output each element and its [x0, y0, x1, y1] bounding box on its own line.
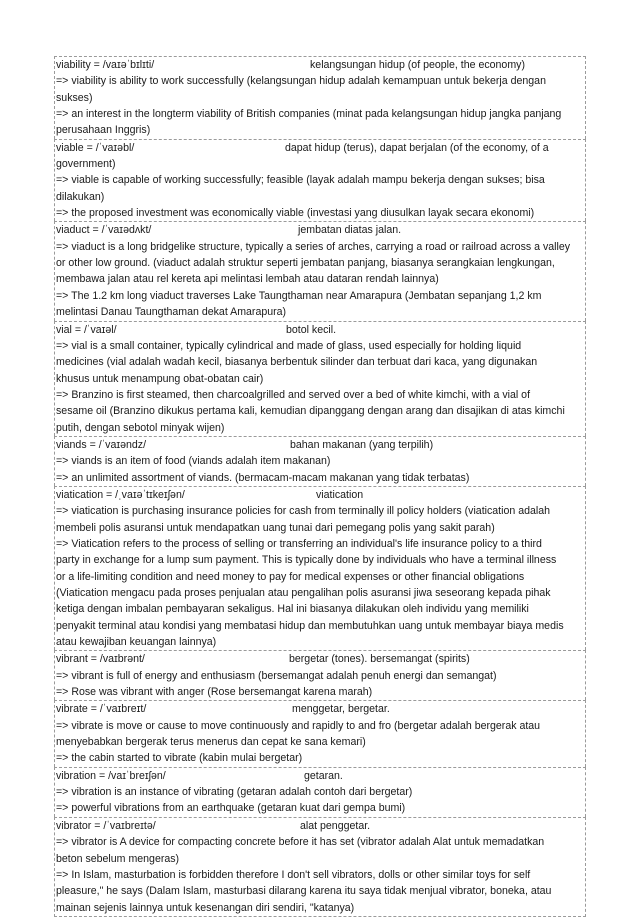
entry-vibrate	[54, 700, 586, 766]
entry-meaning: kelangsungan hidup (of people, the economy)	[310, 59, 525, 71]
entry-line: => viaduct is a long bridgelike structure, typically a series of arches, carrying a road or railroad across a valley	[56, 240, 571, 253]
entry-viatication	[54, 486, 586, 650]
entry-line: => viatication is purchasing insurance policies for cash from terminally ill policy holders (viatication adalah	[56, 505, 551, 518]
entry-vial	[54, 321, 586, 436]
entry-meaning: dapat hidup (terus), dapat berjalan (of the economy, of a	[285, 141, 549, 154]
entry-line: party in exchange for a lump sum payment. This is typically done by individuals who have a terminal illness	[56, 554, 557, 567]
entry-term: viable = /ˈvaɪəbl/	[56, 141, 135, 154]
entry-line: => Rose was vibrant with anger (Rose bersemangat karena marah)	[56, 686, 373, 699]
entry-line: => the cabin started to vibrate (kabin mulai bergetar)	[56, 752, 303, 765]
entry-term: vibration = /vaɪˈbreɪʃən/	[56, 769, 166, 782]
entry-line: => viability is ability to work successfully (kelangsungan hidup adalah kemampuan untuk bekerja dengan	[56, 75, 546, 88]
entry-line: => vibrator is A device for compacting concrete before it has set (vibrator adalah Alat untuk memadatkan	[56, 836, 545, 849]
entry-viaduct	[54, 221, 586, 320]
entry-line: ketiga dengan imbalan pembayaran sekaligus. Hal ini biasanya dilakukan oleh individu yang memiliki	[56, 603, 529, 616]
entry-line: penyakit terminal atau kondisi yang membatasi hidup dan membutuhkan uang untuk membayar biaya medis	[56, 619, 564, 632]
entry-line: or a life-limiting condition and need money to pay for medical expenses or other financial obligations	[56, 570, 525, 583]
entry-header	[55, 768, 585, 784]
entry-line: => powerful vibrations from an earthquake (getaran kuat dari gempa bumi)	[56, 802, 406, 815]
entry-vibration	[54, 767, 586, 817]
entry-line: membawa jalan atau rel kereta api melintasi lembah atau dataran rendah lainnya)	[56, 273, 439, 286]
entry-meaning: getaran.	[304, 769, 343, 782]
entry-vibrant	[54, 650, 586, 700]
entry-line: perusahaan Inggris)	[56, 124, 151, 137]
entry-term: vial = /ˈvaɪəl/	[56, 323, 117, 336]
entry-line: (Viatication mengacu pada proses penjualan atau pengalihan polis asuransi jiwa seseorang kepada pihak	[56, 587, 551, 599]
entry-line: or other low ground. (viaduct adalah struktur seperti jembatan panjang, biasanya serangkaian lengkungan,	[56, 257, 555, 270]
entry-header	[55, 701, 585, 717]
entry-line: => viable is capable of working successfully; feasible (layak adalah mampu bekerja dengan sukses; bisa	[56, 174, 545, 187]
entry-viability	[54, 56, 586, 139]
entry-term: viands = /ˈvaɪəndz/	[56, 438, 147, 451]
entry-meaning: bergetar (tones). bersemangat (spirits)	[289, 653, 470, 666]
entry-line: => vibrant is full of energy and enthusiasm (bersemangat adalah penuh energi dan semangat)	[56, 669, 497, 682]
entry-vibrator	[54, 817, 586, 917]
entry-line: atau kewajiban keuangan lainnya)	[56, 636, 217, 649]
entry-line: khusus untuk menampung obat-obatan cair)	[56, 372, 264, 385]
entry-line: => vial is a small container, typically cylindrical and made of glass, used especially for holding liquid	[56, 339, 522, 352]
entry-header	[55, 437, 585, 453]
entry-term: vibrator = /ˈvaɪbreɪtə/	[56, 819, 156, 832]
entry-term: viatication = /ˌvaɪəˈtɪkeɪʃən/	[56, 488, 185, 501]
entry-line: sukses)	[56, 91, 93, 104]
entry-line: => In Islam, masturbation is forbidden therefore I don't sell vibrators, dolls or other similar toys for self	[56, 868, 531, 881]
entry-header	[55, 322, 585, 338]
entry-meaning: alat penggetar.	[300, 819, 371, 832]
entry-line: sesame oil (Branzino dikukus pertama kali, kemudian dipanggang dengan arang dan disajikan di atas kimchi	[56, 405, 565, 418]
entry-line: => Branzino is first steamed, then charcoalgrilled and served over a bed of white kimchi, with a vial of	[56, 388, 531, 401]
entry-line: => an unlimited assortment of viands. (bermacam-macam makanan yang tidak terbatas)	[56, 471, 470, 484]
entry-line: => viands is an item of food (viands adalah item makanan)	[56, 455, 331, 468]
entry-viands	[54, 436, 586, 486]
entry-header	[55, 222, 585, 238]
entry-header	[55, 818, 585, 834]
entry-line: membeli polis asuransi untuk mendapatkan uang tunai dari pemegang polis yang sakit parah)	[56, 521, 495, 534]
entry-header	[55, 57, 585, 73]
entry-line: => The 1.2 km long viaduct traverses Lake Taungthaman near Amarapura (Jembatan sepanjang 1,2 km	[56, 289, 542, 302]
entry-term: viaduct = /ˈvaɪədʌkt/	[56, 224, 152, 237]
entry-line: medicines (vial adalah wadah kecil, biasanya berbentuk silinder dan terbuat dari kaca, yang digunakan	[56, 356, 538, 369]
entry-line: government)	[56, 158, 116, 171]
entry-header	[55, 487, 585, 503]
entry-line: pleasure," he says (Dalam Islam, masturbasi dilarang karena itu saya tidak menjual vibrator, boneka, atau	[56, 885, 552, 898]
entry-meaning: menggetar, bergetar.	[292, 703, 390, 716]
entry-meaning: jembatan diatas jalan.	[298, 224, 402, 237]
entry-term: vibrate = /ˈvaɪbreɪt/	[56, 703, 147, 716]
entry-line: mainan sejenis lainnya untuk kesenangan diri sendiri, "katanya)	[56, 901, 355, 914]
entry-meaning: botol kecil.	[286, 323, 337, 336]
vocabulary-document	[54, 56, 586, 917]
entry-viable	[54, 139, 586, 222]
entry-line: => an interest in the longterm viability of British companies (minat pada kelangsungan hidup jangka panjang	[56, 108, 562, 121]
entry-line: putih, dengan sebotol minyak wijen)	[56, 421, 225, 434]
entry-line: => vibrate is move or cause to move continuously and rapidly to and fro (bergetar adalah bergerak atau	[56, 719, 541, 732]
entry-line: => Viatication refers to the process of selling or transferring an individual's life insurance policy to a third	[56, 537, 542, 550]
entry-header	[55, 140, 585, 156]
entry-line: melintasi Danau Taungthaman dekat Amarapura)	[56, 306, 287, 319]
entry-line: dilakukan)	[56, 190, 105, 203]
entry-line: => the proposed investment was economically viable (investasi yang diusulkan layak secara ekonomi)	[56, 207, 535, 220]
entry-term: vibrant = /vaɪbrənt/	[56, 653, 145, 666]
entry-meaning: bahan makanan (yang terpilih)	[290, 438, 434, 451]
entry-meaning: viatication	[316, 488, 364, 501]
entry-line: menyebabkan bergerak terus menerus dan cepat ke sana kemari)	[56, 736, 366, 749]
entry-header	[55, 651, 585, 667]
entry-line: beton sebelum mengeras)	[56, 852, 180, 865]
entry-line: => vibration is an instance of vibrating (getaran adalah contoh dari bergetar)	[56, 786, 413, 799]
entry-term: viability = /vaɪəˈbɪlɪti/	[56, 59, 155, 71]
